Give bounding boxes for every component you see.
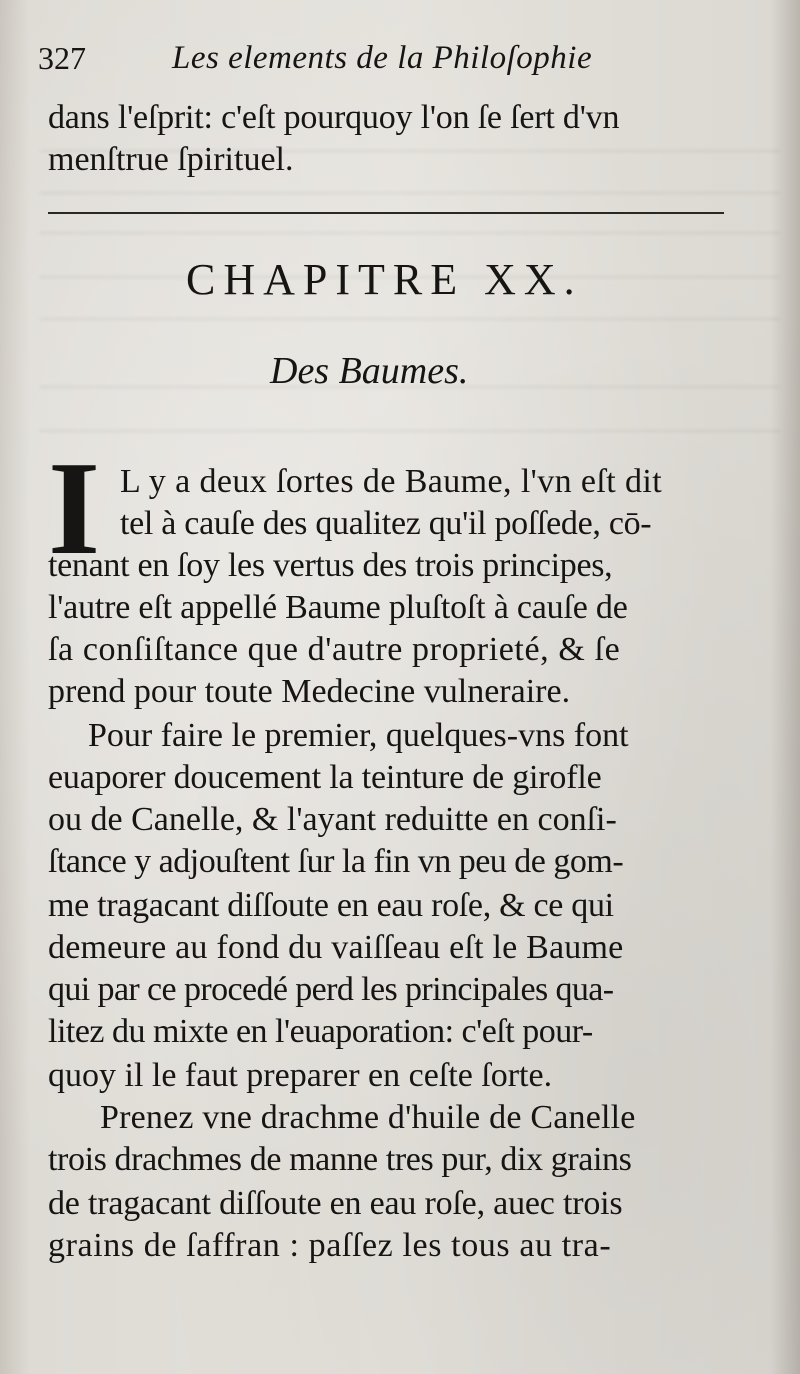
- text-line: ſtance y adjouſtent ſur la fin vn peu de gom-: [48, 843, 624, 880]
- text-line: de tragacant diſſoute en eau roſe, auec trois: [48, 1185, 623, 1222]
- text-line: trois drachmes de manne tres pur, dix grains: [48, 1141, 632, 1178]
- text-line: litez du mixte en l'euaporation: c'eſt pour-: [48, 1013, 593, 1050]
- text-line: demeure au fond du vaiſſeau eſt le Baume: [48, 929, 624, 966]
- text-line: tenant en ſoy les vertus des trois principes,: [48, 547, 613, 584]
- text-line: ou de Canelle, & l'ayant reduitte en conſi-: [48, 801, 617, 838]
- chapter-title: CHAPITRE XX.: [186, 255, 583, 304]
- text-line: L y a deux ſortes de Baume, l'vn eſt dit: [120, 463, 663, 500]
- text-line: prend pour toute Medecine vulneraire.: [48, 673, 571, 710]
- text-line: ſa conſiſtance que d'autre proprieté, & ſe: [48, 631, 621, 668]
- text-line: l'autre eſt appellé Baume pluſtoſt à cauſe de: [48, 589, 628, 626]
- drop-cap: I: [48, 434, 101, 582]
- running-title: Les elements de la Philoſophie: [172, 40, 593, 76]
- text-line: euaporer doucement la teinture de girofle: [48, 759, 602, 796]
- text-line: Prenez vne drachme d'huile de Canelle: [100, 1099, 636, 1136]
- chapter-subtitle: Des Baumes.: [270, 350, 469, 392]
- text-line: tel à cauſe des qualitez qu'il poſſede, cō-: [120, 505, 652, 542]
- page-header: [38, 36, 758, 86]
- text-line: grains de ſaffran : paſſez les tous au tra-: [48, 1227, 612, 1264]
- text-line: quoy il le faut preparer en ceſte ſorte.: [48, 1057, 553, 1094]
- text-line: qui par ce procedé perd les principales qua-: [48, 971, 614, 1008]
- text-line: menſtrue ſpirituel.: [48, 141, 294, 178]
- section-divider: [48, 212, 724, 214]
- text-line: me tragacant diſſoute en eau roſe, & ce qui: [48, 887, 614, 924]
- page-number: 327: [38, 40, 86, 76]
- text-line: Pour faire le premier, quelques-vns font: [88, 717, 629, 754]
- text-line: dans l'eſprit: c'eſt pourquoy l'on ſe ſert d'vn: [48, 99, 620, 136]
